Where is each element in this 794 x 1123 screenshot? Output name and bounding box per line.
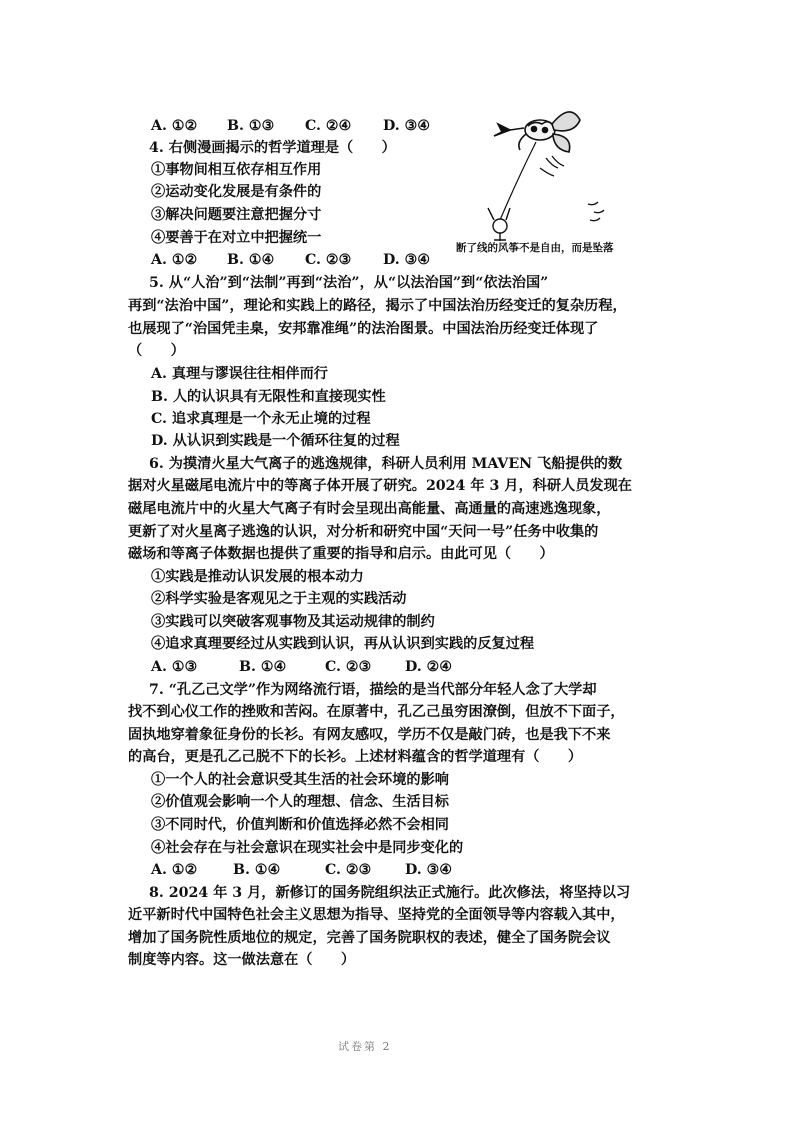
q5-line-4: （ ） <box>128 343 185 359</box>
q5-option-b: B. 人的认识具有无限性和直接现实性 <box>151 389 386 405</box>
q5-line-1: 5. 从“人治”到“法制”再到“法治”，从“以法治国”到“依法治国” <box>149 275 549 291</box>
q6-options <box>151 657 452 677</box>
q3-option-c: C. ②④ <box>305 118 352 134</box>
q4-item-3: ③解决问题要注意把握分寸 <box>151 207 322 223</box>
q6-option-c: C. ②③ <box>325 659 372 675</box>
page-footer: 试卷第 2 <box>338 1040 392 1053</box>
q4-item-4: ④要善于在对立中把握统一 <box>151 230 322 246</box>
q7-option-d: D. ③④ <box>405 862 453 878</box>
q7-line-2: 找不到心仪工作的挫败和苦闷。在原著中，孔乙己虽穷困潦倒，但放不下面子， <box>128 704 625 720</box>
q4-stem: 4. 右侧漫画揭示的哲学道理是（ ） <box>149 140 396 156</box>
q6-option-d: D. ②④ <box>405 659 453 675</box>
q6-line-4: 更新了对火星离子逃逸的认识，对分析和研究中国“天问一号”任务中收集的 <box>128 524 599 540</box>
q4-option-a: A. ①② <box>151 252 198 268</box>
q8-line-1: 8. 2024 年 3 月，新修订的国务院组织法正式施行。此次修法，将坚持以习 <box>149 885 631 901</box>
cartoon-caption: 断了线的风筝不是自由，而是坠落 <box>456 242 614 254</box>
q6-item-1: ①实践是推动认识发展的根本动力 <box>151 569 364 585</box>
q3-option-d: D. ③④ <box>383 118 431 134</box>
q6-line-3: 磁尾电流片中的火星大气离子有时会呈现出高能量、高通量的高速逃逸现象， <box>128 501 611 517</box>
kite-icon <box>494 112 580 152</box>
q7-item-2: ②价值观会影响一个人的理想、信念、生活目标 <box>151 794 449 810</box>
q7-line-1: 7. “孔乙己文学”作为网络流行语，描绘的是当代部分年轻人念了大学却 <box>149 682 597 698</box>
q8-line-4: 制度等内容。这一做法意在（ ） <box>128 952 356 968</box>
q4-option-b: B. ①④ <box>227 252 275 268</box>
q7-line-4: 的高台，更是孔乙己脱不下的长衫。上述材料蕴含的哲学道理有（ ） <box>128 749 583 765</box>
q6-option-b: B. ①④ <box>239 659 287 675</box>
q5-line-2: 再到“法治中国”，理论和实践上的路径，揭示了中国法治历经变迁的复杂历程， <box>128 298 627 314</box>
kite-string <box>500 142 536 220</box>
q3-option-b: B. ①③ <box>227 118 275 134</box>
q4-item-1: ①事物间相互依存相互作用 <box>151 162 322 178</box>
q3-options <box>151 116 430 136</box>
q4-option-d: D. ③④ <box>383 252 431 268</box>
q5-line-3: 也展现了“治国凭圭臬，安邦靠准绳”的法治图景。中国法治历经变迁体现了 <box>128 321 599 337</box>
q4-item-2: ②运动变化发展是有条件的 <box>151 184 322 200</box>
q8-line-3: 增加了国务院性质地位的规定，完善了国务院职权的表述，健全了国务院会议 <box>128 930 611 946</box>
q4-options <box>151 250 430 270</box>
q7-item-1: ①一个人的社会意识受其生活的社会环境的影响 <box>151 772 449 788</box>
q5-option-a: A. 真理与谬误往往相伴而行 <box>151 366 328 382</box>
q7-option-c: C. ②③ <box>325 862 372 878</box>
q4-option-c: C. ②③ <box>305 252 352 268</box>
q3-option-a: A. ①② <box>151 118 198 134</box>
q7-line-3: 固执地穿着象征身份的长衫。有网友感叹，学历不仅是敲门砖，也是我下不来 <box>128 727 611 743</box>
q6-line-2: 据对火星磁尾电流片中的等离子体开展了研究。2024 年 3 月，科研人员发现在 <box>128 478 632 494</box>
q6-option-a: A. ①③ <box>151 659 198 675</box>
q6-line-5: 磁场和等离子体数据也提供了重要的指导和启示。由此可见（ ） <box>128 546 554 562</box>
q6-item-4: ④追求真理要经过从实践到认识，再从认识到实践的反复过程 <box>151 636 535 652</box>
kite-cartoon <box>448 108 648 250</box>
q7-options <box>151 860 452 880</box>
q8-line-2: 近平新时代中国特色社会主义思想为指导、坚持党的全面领导等内容载入其中， <box>128 907 625 923</box>
person-icon <box>488 208 510 241</box>
q5-option-d: D. 从认识到实践是一个循环往复的过程 <box>151 433 400 449</box>
q6-line-1: 6. 为摸清火星大气离子的逃逸规律，科研人员利用 MAVEN 飞船提供的数 <box>149 456 623 472</box>
q7-item-3: ③不同时代，价值判断和价值选择必然不会相同 <box>151 817 449 833</box>
q5-option-c: C. 追求真理是一个永无止境的过程 <box>151 411 371 427</box>
q7-option-a: A. ①② <box>151 862 198 878</box>
q6-item-3: ③实践可以突破客观事物及其运动规律的制约 <box>151 614 435 630</box>
q7-item-4: ④社会存在与社会意识在现实社会中是同步变化的 <box>151 840 464 856</box>
q7-option-b: B. ①④ <box>233 862 281 878</box>
q6-item-2: ②科学实验是客观见之于主观的实践活动 <box>151 591 407 607</box>
